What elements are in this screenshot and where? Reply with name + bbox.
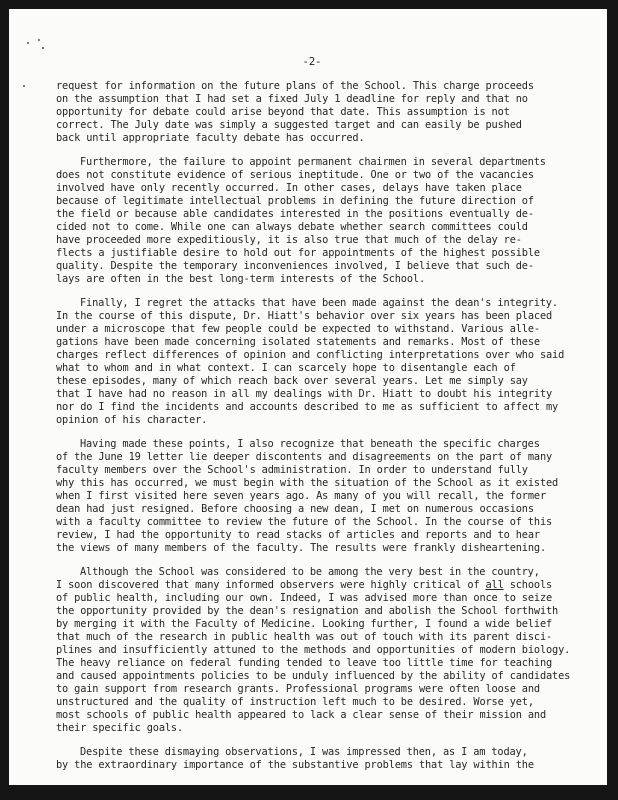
text-line: does not constitute evidence of serious ineptitude. One or two of the vacancies <box>56 169 534 181</box>
text-line: quality. Despite the temporary inconveniences involved, I believe that such de- <box>56 260 534 272</box>
text-line: what to whom and in what context. I can scarcely hope to disentangle each of <box>56 362 516 374</box>
scan-speck <box>38 39 40 41</box>
paragraph <box>56 746 564 772</box>
text-line: have proceeded more expeditiously, it is also true that much of the delay re- <box>56 234 522 246</box>
text-line: In the course of this dispute, Dr. Hiatt's behavior over six years has been placed <box>56 310 553 322</box>
text-line: under a microscope that few people could be expected to withstand. Various alle- <box>56 323 540 335</box>
text-segment: schools <box>503 579 553 591</box>
text-line: that much of the research in public health was out of touch with its parent disci- <box>56 631 553 643</box>
text-line: and caused appointments policies to be unduly influenced by the ability of candidates <box>56 670 571 682</box>
letter-body <box>56 80 571 783</box>
paragraph <box>56 438 564 555</box>
text-line: by merging it with the Faculty of Medicine. Looking further, I found a wide belief <box>56 618 553 630</box>
text-line: Although the School was considered to be among the very best in the country, <box>80 566 540 578</box>
text-line: when I first visited here seven years ago. As many of you will recall, the former <box>56 490 546 502</box>
text-line: their specific goals. <box>56 722 184 734</box>
text-line: gations have been made concerning isolated statements and remarks. Most of these <box>56 336 540 348</box>
text-line: Despite these dismaying observations, I was impressed then, as I am today, <box>80 746 528 758</box>
text-line: correct. The July date was simply a suggested target and can easily be pushed <box>56 119 522 131</box>
text-line: why this has occurred, we must begin with the situation of the School as it existed <box>56 477 559 489</box>
text-line: Having made these points, I also recognize that beneath the specific charges <box>80 438 540 450</box>
text-line: plines and insufficiently attuned to the methods and opportunities of modern biology. <box>56 644 571 656</box>
scan-speck <box>27 42 29 44</box>
text-line: of public health, including our own. Indeed, I was advised more than once to seize <box>56 592 553 604</box>
text-line: opportunity for debate could arise beyond that date. This assumption is not <box>56 106 510 118</box>
text-line: the views of many members of the faculty. The results were frankly disheartening. <box>56 542 546 554</box>
paragraph <box>56 156 564 286</box>
text-line: of the June 19 letter lie deeper discontents and disagreements on the part of many <box>56 451 553 463</box>
document-page <box>9 9 607 785</box>
text-line: to gain support from research grants. Professional programs were often loose and <box>56 683 540 695</box>
scan-speck <box>23 85 25 87</box>
scan-speck <box>42 47 44 49</box>
text-line: the opportunity provided by the dean's resignation and abolish the School forthwith <box>56 605 559 617</box>
text-line: the field or because able candidates interested in the positions eventually de- <box>56 208 534 220</box>
paragraph <box>56 297 564 427</box>
text-line: most schools of public health appeared to lack a clear sense of their mission and <box>56 709 546 721</box>
paragraph <box>56 566 571 735</box>
text-line: faculty members over the School's administration. In order to understand fully <box>56 464 528 476</box>
text-line: that I have had no reason in all my dealings with Dr. Hiatt to doubt his integrity <box>56 388 553 400</box>
text-segment: I soon discovered that many informed observers were highly critical of <box>56 579 486 591</box>
underlined-word: all <box>485 579 504 591</box>
text-line: on the assumption that I had set a fixed July 1 deadline for reply and that no <box>56 93 528 105</box>
text-line: lays are often in the best long-term interests of the School. <box>56 273 426 285</box>
text-line: because of legitimate intellectual problems in defining the future direction of <box>56 195 534 207</box>
text-line: request for information on the future plans of the School. This charge proceeds <box>56 80 534 92</box>
text-line: cided not to come. While one can always debate whether search committees could <box>56 221 528 233</box>
text-line: with a faculty committee to review the future of the School. In the course of this <box>56 516 553 528</box>
text-line: involved have only recently occurred. In other cases, delays have taken place <box>56 182 522 194</box>
text-line: opinion of his character. <box>56 414 208 426</box>
text-line: Furthermore, the failure to appoint permanent chairmen in several departments <box>80 156 546 168</box>
text-line: dean had just resigned. Before choosing a new dean, I met on numerous occasions <box>56 503 534 515</box>
text-line-with-underline <box>56 579 564 592</box>
text-line: nor do I find the incidents and accounts described to me as sufficient to affect my <box>56 401 559 413</box>
text-line: back until appropriate faculty debate has occurred. <box>56 132 365 144</box>
text-line: The heavy reliance on federal funding tended to leave too little time for teaching <box>56 657 553 669</box>
paragraph <box>56 80 564 145</box>
text-line: unstructured and the quality of instruction left much to be desired. Worse yet, <box>56 696 534 708</box>
text-line: flects a justifiable desire to hold out for appointments of the highest possible <box>56 247 540 259</box>
text-line: by the extraordinary importance of the substantive problems that lay within the <box>56 759 534 771</box>
text-line: Finally, I regret the attacks that have been made against the dean's integrity. <box>80 297 558 309</box>
text-line: these episodes, many of which reach back over several years. Let me simply say <box>56 375 528 387</box>
page-number: -2- <box>302 56 322 68</box>
text-line: review, I had the opportunity to read stacks of articles and reports and to hear <box>56 529 540 541</box>
text-line: charges reflect differences of opinion and conflicting interpretations over who said <box>56 349 565 361</box>
